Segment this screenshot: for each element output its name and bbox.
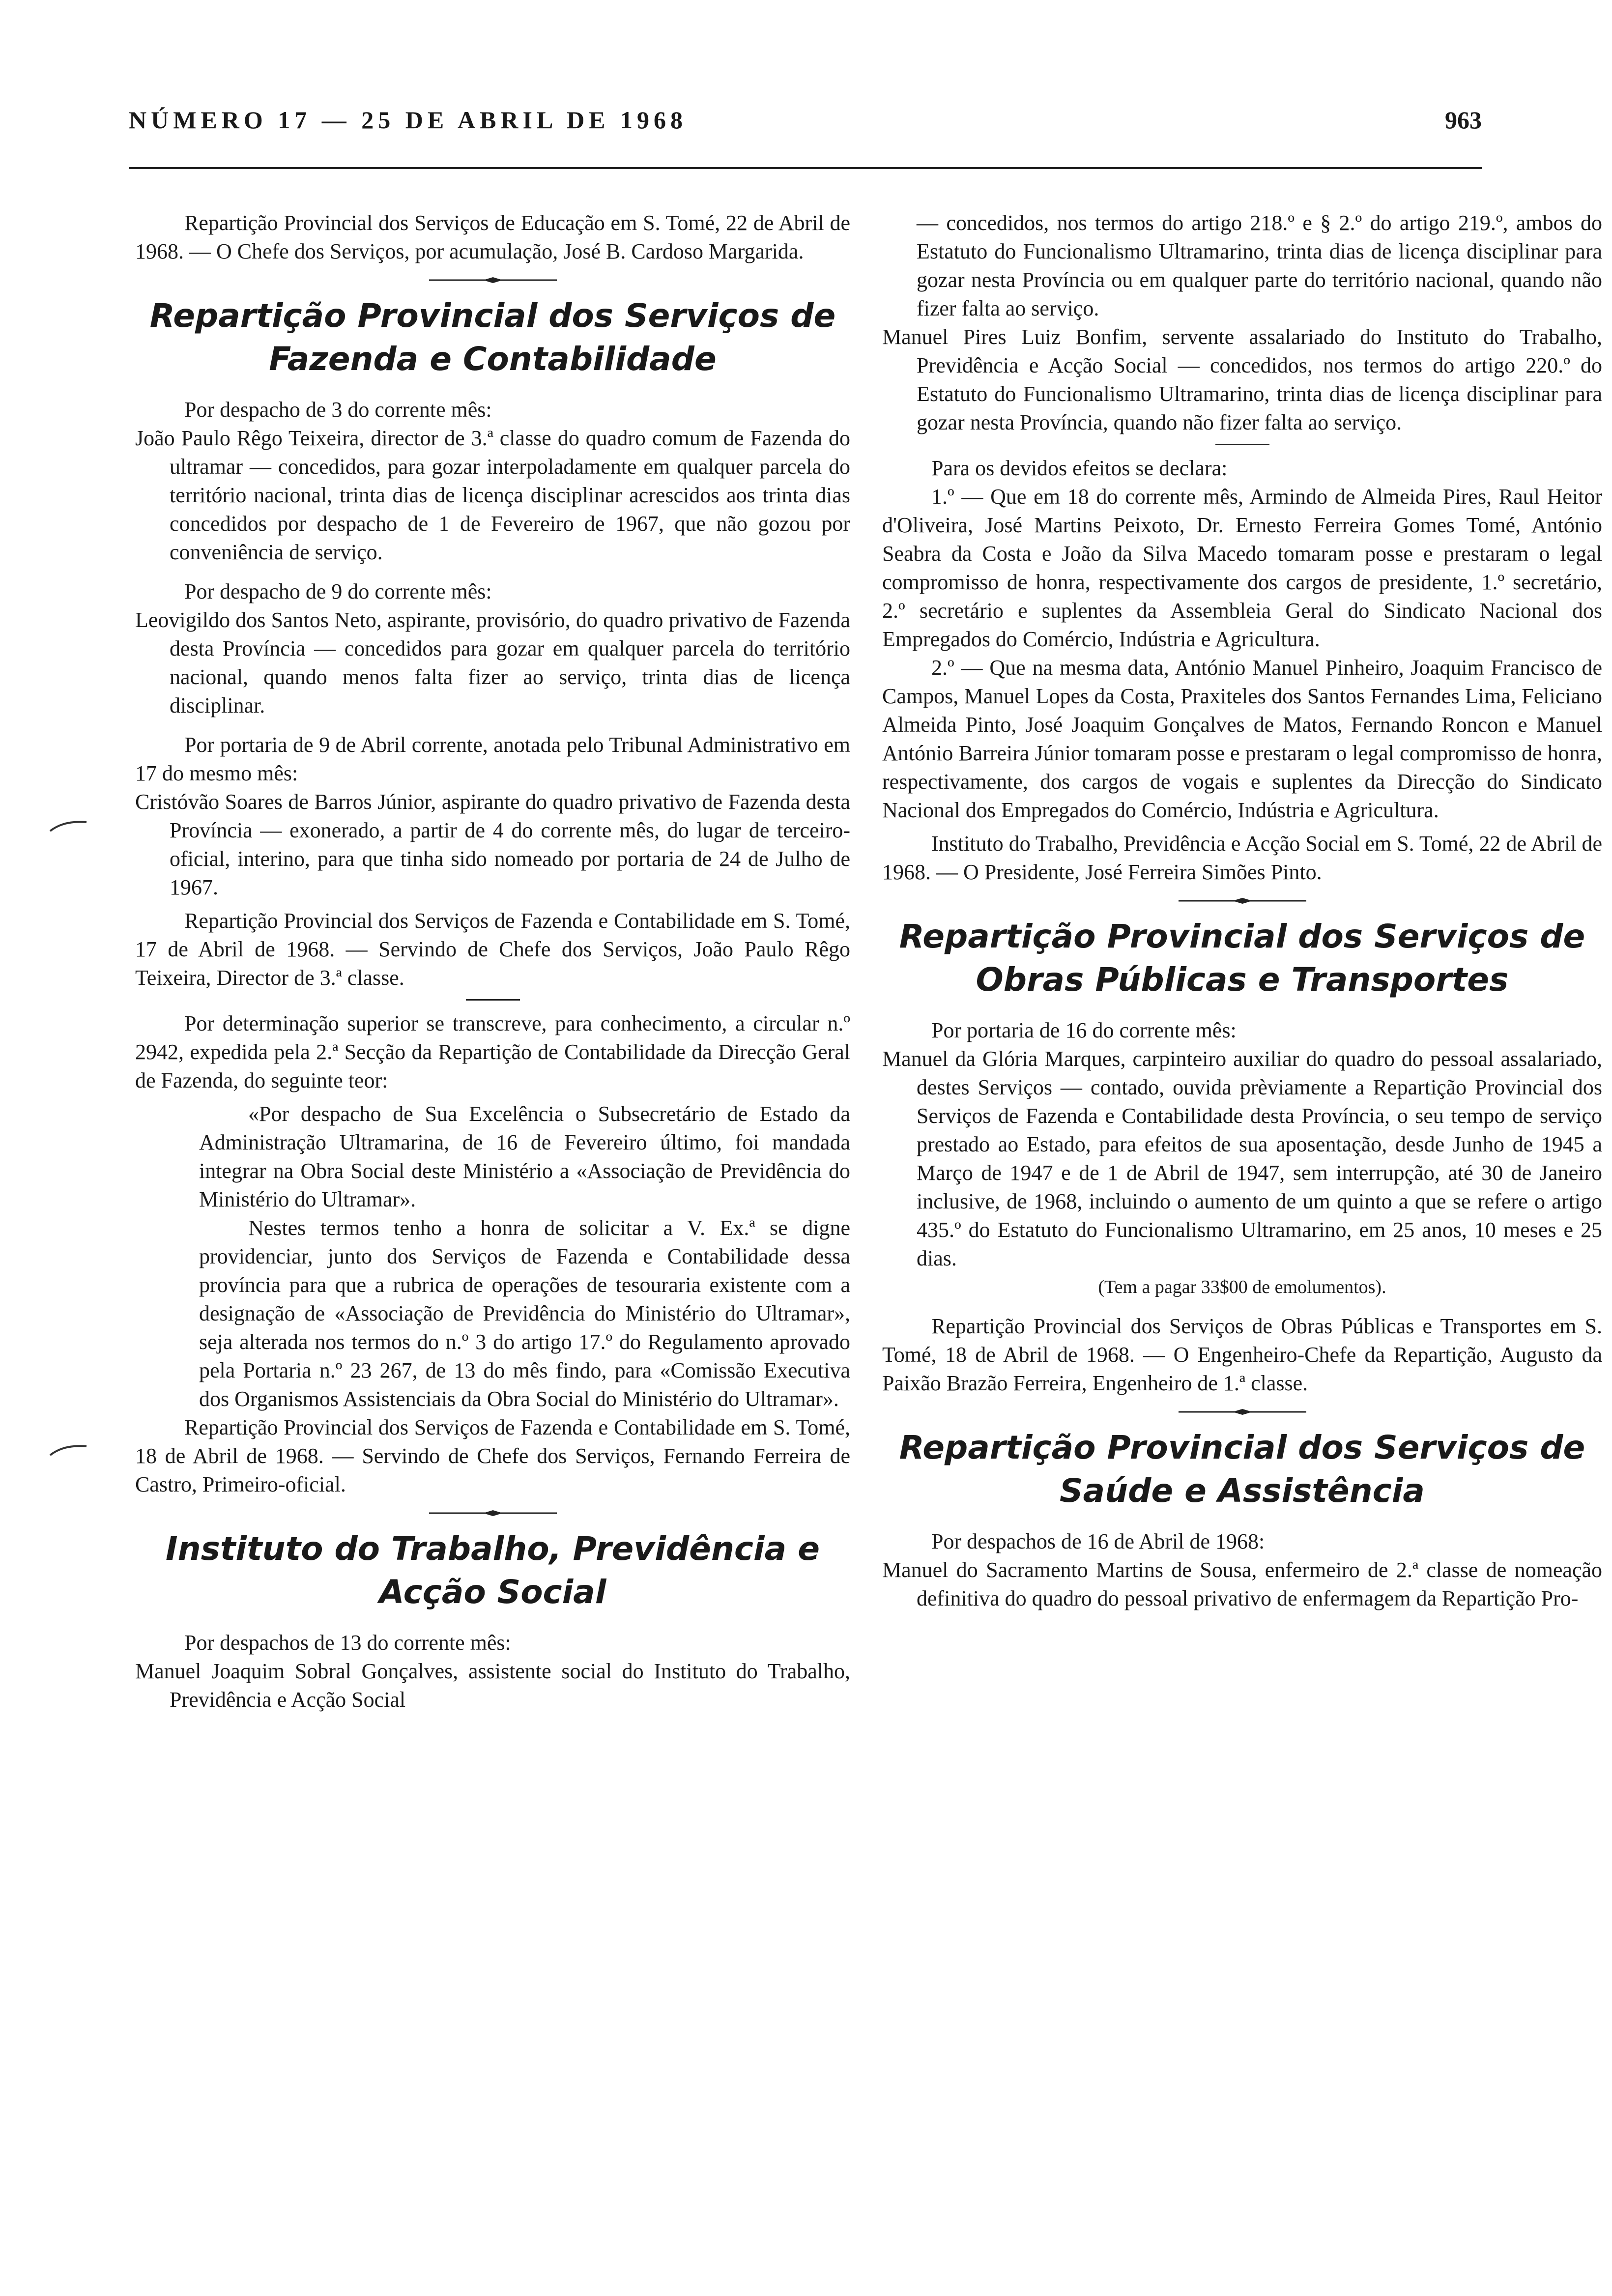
- entry-manuel-joaquim: Manuel Joaquim Sobral Gonçalves, assistente social do Instituto do Trabalho, Previdência e Acção Social: [135, 1659, 850, 1712]
- fazenda-signature-1: Repartição Provincial dos Serviços de Fazenda e Contabilidade em S. Tomé, 17 de Abril de 1968. — Servindo de Chefe dos Serviços, João Paulo Rêgo Teixeira, Director de 3.ª classe.: [135, 909, 850, 990]
- circular-quote: [135, 1100, 850, 1413]
- page-number: 963: [1445, 106, 1482, 134]
- entry-joao-paulo: João Paulo Rêgo Teixeira, director de 3.ª classe do quadro comum de Fazenda do ultramar — concedidos, para gozar interpoladamente em qualquer parcela do território nacional, trinta dias de licença disciplinar acrescidos aos trinta dias concedidos por despacho de 1 de Fevereiro de 1967, que não gozou por conveniência de serviço.: [135, 426, 850, 564]
- declaration-2: 2.º — Que na mesma data, António Manuel Pinheiro, Joaquim Francisco de Campos, Manuel Lopes da Costa, Praxiteles dos Santos Fernandes Lima, Feliciano Almeida Pinto, José Joaquim Gonçalves de Matos, Fernando Roncon e Manuel António Barreira Júnior tomaram posse e prestaram o legal compromisso de honra, respectivamente, dos cargos de vogais e suplentes da Direcção do Sindicato Nacional dos Empregados do Comércio, Indústria e Agricultura.: [882, 656, 1602, 822]
- section-title-saude: Repartição Provincial dos Serviços de Saúde e Assistência: [899, 1429, 1585, 1510]
- despacho-heading: Por despachos de 13 do corrente mês:: [184, 1631, 511, 1655]
- education-signature: Repartição Provincial dos Serviços de Educação em S. Tomé, 22 de Abril de 1968. — O Chefe dos Serviços, por acumulação, José B. Cardoso Margarida.: [135, 211, 850, 263]
- quote-paragraph: Nestes termos tenho a honra de solicitar a V. Ex.ª se digne providenciar, junto dos Serviços de Fazenda e Contabilidade dessa província para que a rubrica de operações de tesouraria existente com a designação de «Associação de Previdência do Ministério do Ultramar», seja alterada nos termos do n.º 3 do artigo 17.º do Regulamento aprovado pela Portaria n.º 23 267, de 13 do mês findo, para «Comissão Executiva dos Organismos Assistenciais da Obra Social do Ministério do Ultramar».: [199, 1216, 850, 1411]
- section-divider: [429, 1510, 557, 1517]
- entry-cristovao: Cristóvão Soares de Barros Júnior, aspirante do quadro privativo de Fazenda desta Província — exonerado, a partir de 4 do corrente mês, do lugar de terceiro-oficial, interino, para que tinha sido nomeado por portaria de 24 de Julho de 1967.: [135, 790, 850, 899]
- section-divider: [429, 277, 557, 284]
- section-title-obras: Repartição Provincial dos Serviços de Obras Públicas e Transportes: [899, 918, 1585, 999]
- short-divider: [1215, 444, 1269, 445]
- declaration-1: 1.º — Que em 18 do corrente mês, Armindo de Almeida Pires, Raul Heitor d'Oliveira, José Martins Peixoto, Dr. Ernesto Ferreira Gomes Tomé, António Seabra da Costa e João da Silva Macedo tomaram posse e prestaram o legal compromisso de honra, respectivamente dos cargos de presidente, 1.º secretário, 2.º secretário e suplentes da Assembleia Geral do Sindicato Nacional dos Empregados do Comércio, Indústria e Agricultura.: [882, 485, 1602, 651]
- entry-continuation: — concedidos, nos termos do artigo 218.º e § 2.º do artigo 219.º, ambos do Estatuto do Funcionalismo Ultramarino, trinta dias de licença disciplinar para gozar nesta Província ou em qualquer parte do território nacional, quando não fizer falta ao serviço.: [917, 211, 1602, 320]
- entry-leovigildo: Leovigildo dos Santos Neto, aspirante, provisório, do quadro privativo de Fazenda desta Província — concedidos para gozar em qualquer parcela do território nacional, quando menos falta fizer ao serviço, trinta dias de licença disciplinar.: [135, 608, 850, 718]
- section-title-fazenda: Repartição Provincial dos Serviços de Fazenda e Contabilidade: [149, 297, 836, 378]
- short-divider: [466, 999, 520, 1001]
- obras-signature: Repartição Provincial dos Serviços de Obras Públicas e Transportes em S. Tomé, 18 de Abril de 1968. — O Engenheiro-Chefe da Repartição, Augusto da Paixão Brazão Ferreira, Engenheiro de 1.ª classe.: [882, 1314, 1602, 1395]
- despacho-heading: Por despacho de 3 do corrente mês:: [184, 398, 492, 422]
- instituto-signature: Instituto do Trabalho, Previdência e Acção Social em S. Tomé, 22 de Abril de 1968. — O Presidente, José Ferreira Simões Pinto.: [882, 832, 1602, 884]
- left-column: [135, 209, 850, 1714]
- despacho-heading: Por despacho de 9 do corrente mês:: [184, 579, 492, 603]
- entry-manuel-gloria: Manuel da Glória Marques, carpinteiro auxiliar do quadro do pessoal assalariado, destes Serviços — contado, ouvida prèviamente a Repartição Provincial dos Serviços de Fazenda e Contabilidade desta Província, o seu tempo de serviço prestado ao Estado, para efeitos de sua aposentação, desde Junho de 1945 a Março de 1947 e de 1 de Abril de 1947, sem interrupção, até 30 de Janeiro inclusive, de 1968, incluindo o aumento de um quinto a que se refere o artigo 435.º do Estatuto do Funcionalismo Ultramarino, em 25 anos, 10 meses e 25 dias.: [882, 1047, 1602, 1270]
- page-header: [129, 106, 1482, 140]
- section-divider: [1179, 897, 1306, 904]
- entry-manuel-sacramento: Manuel do Sacramento Martins de Sousa, enfermeiro de 2.ª classe de nomeação definitiva do quadro do pessoal privativo de enfermagem da Repartição Pro-: [882, 1558, 1602, 1610]
- scan-mark: [49, 1442, 88, 1457]
- portaria-heading: Por portaria de 9 de Abril corrente, anotada pelo Tribunal Administrativo em 17 do mesmo mês:: [135, 733, 850, 785]
- section-title-instituto: Instituto do Trabalho, Previdência e Acção Social: [166, 1530, 820, 1611]
- fazenda-signature-2: Repartição Provincial dos Serviços de Fazenda e Contabilidade em S. Tomé, 18 de Abril de 1968. — Servindo de Chefe dos Serviços, Fernando Ferreira de Castro, Primeiro-oficial.: [135, 1415, 850, 1496]
- section-divider: [1179, 1408, 1306, 1415]
- despacho-heading: Por despachos de 16 de Abril de 1968:: [931, 1529, 1265, 1553]
- scan-mark: [49, 818, 88, 833]
- issue-header: NÚMERO 17 — 25 DE ABRIL DE 1968: [129, 106, 688, 134]
- right-column: [882, 209, 1602, 1613]
- header-rule: [129, 167, 1482, 169]
- circular-intro: Por determinação superior se transcreve, para conhecimento, a circular n.º 2942, expedida pela 2.ª Secção da Repartição de Contabilidade da Direcção Geral de Fazenda, do seguinte teor:: [135, 1011, 850, 1092]
- entry-manuel-pires: Manuel Pires Luiz Bonfim, servente assalariado do Instituto do Trabalho, Previdência e Acção Social — concedidos, nos termos do artigo 220.º do Estatuto do Funcionalismo Ultramarino, trinta dias de licença disciplinar para gozar nesta Província, quando não fizer falta ao serviço.: [882, 325, 1602, 434]
- emolumentos-note: (Tem a pagar 33$00 de emolumentos).: [1098, 1277, 1386, 1297]
- declaration-heading: Para os devidos efeitos se declara:: [931, 456, 1228, 480]
- quote-paragraph: «Por despacho de Sua Excelência o Subsecretário de Estado da Administração Ultramarina, de 16 de Fevereiro último, foi mandada integrar na Obra Social deste Ministério a «Associação de Previdência do Ministério do Ultramar».: [199, 1102, 850, 1211]
- portaria-heading: Por portaria de 16 do corrente mês:: [931, 1018, 1237, 1042]
